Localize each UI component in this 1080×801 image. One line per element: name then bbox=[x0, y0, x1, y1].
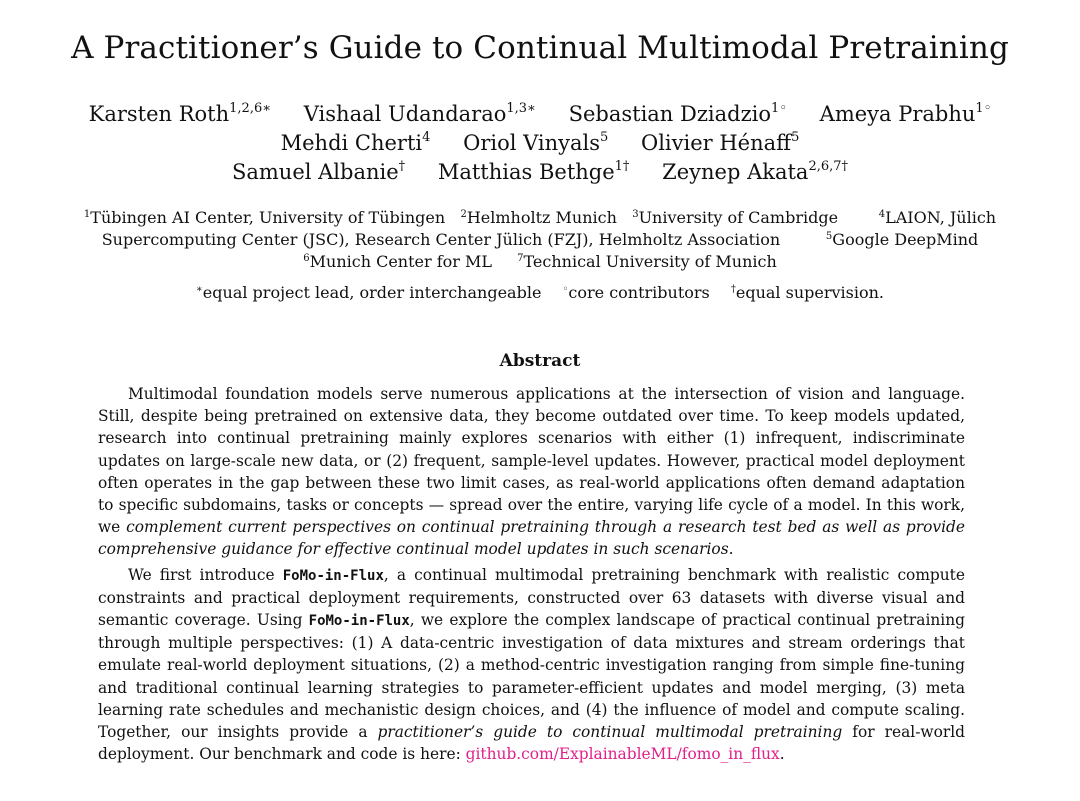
author bbox=[438, 158, 630, 187]
abstract-body bbox=[98, 383, 965, 765]
affiliation-name: University of Cambridge bbox=[638, 208, 839, 227]
note-text: equal supervision. bbox=[735, 283, 884, 302]
affiliation-name: Google DeepMind bbox=[832, 230, 979, 249]
author-marks: 5 bbox=[791, 130, 800, 145]
affiliation bbox=[303, 251, 492, 273]
author bbox=[569, 100, 787, 129]
affiliation bbox=[632, 208, 838, 227]
author bbox=[89, 100, 271, 129]
abstract-emphasis: practitioner’s guide to continual multimodal pretraining bbox=[377, 723, 843, 742]
affiliation-number: 3 bbox=[632, 209, 639, 220]
author-list bbox=[20, 100, 1060, 187]
author-marks: 4 bbox=[422, 130, 431, 145]
note bbox=[731, 283, 884, 302]
abstract-paragraph bbox=[98, 564, 965, 766]
abstract-text: Multimodal foundation models serve numerous applications at the intersection of vision and language. Still, despite being pretrained on extensive data, they become outdated over time. To keep models updated, research into continual pretraining mainly explores scenarios with either (1) infrequent, indiscriminate updates on large-scale new data, or (2) frequent, sample-level updates. However, practical model deployment often operates in the gap between these two limit cases, as real-world applications often demand adaptation to specific subdomains, tasks or concepts — spread over the entire, varying life cycle of a model. In this work, we bbox=[98, 385, 965, 537]
author-name: Olivier Hénaff bbox=[641, 131, 792, 155]
note-text: equal project lead, order interchangeable bbox=[202, 283, 542, 302]
author-marks: 1◦ bbox=[771, 101, 787, 116]
note-mark: ◦ bbox=[562, 284, 569, 295]
abstract-text: , a continual multimodal pretraining benchmark with realistic compute constraints and practical deployment requirements, constructed over 63 datasets with diverse visual and semantic coverage. Using bbox=[98, 565, 965, 630]
abstract-heading: Abstract bbox=[499, 351, 581, 371]
author-name: Karsten Roth bbox=[88, 102, 230, 126]
abstract-text: . bbox=[728, 540, 734, 559]
author-marks: 1,2,6∗ bbox=[229, 101, 272, 116]
affiliation bbox=[84, 208, 445, 227]
abstract-text: . bbox=[779, 745, 785, 764]
abstract-emphasis: complement current perspectives on continual pretraining through a research test bed as well as provide comprehensive guidance for effective continual model updates in such scenarios bbox=[98, 518, 965, 559]
author-name: Samuel Albanie bbox=[231, 160, 399, 184]
note-mark: † bbox=[730, 284, 736, 295]
author-marks: 1,3∗ bbox=[506, 101, 536, 116]
affiliation-name: Helmholtz Munich bbox=[466, 208, 617, 227]
abstract-paragraph bbox=[98, 383, 965, 561]
note bbox=[196, 283, 541, 302]
affiliation bbox=[460, 208, 616, 227]
affiliation-number: 2 bbox=[460, 209, 467, 220]
abstract-text: , we explore the complex landscape of practical continual pretraining through multiple perspectives: (1) A data-centric investigation of data mixtures and stream orderings that emulate real-world deployment situations, (2) a method-centric investigation ranging from simple fine-tuning and traditional continual learning strategies to parameter-efficient updates and model merging, (3) meta learning rate schedules and mechanistic design choices, and (4) the influence of model and compute scaling. Together, our insights provide a bbox=[98, 611, 965, 742]
author bbox=[820, 100, 992, 129]
github-link[interactable]: github.com/ExplainableML/fomo_in_flux bbox=[465, 745, 780, 764]
author-name: Oriol Vinyals bbox=[463, 131, 601, 155]
benchmark-name: FoMo-in-Flux bbox=[282, 567, 384, 584]
author bbox=[662, 158, 848, 187]
author-name: Mehdi Cherti bbox=[280, 131, 423, 155]
affiliation bbox=[826, 230, 978, 249]
affiliation-number: 5 bbox=[825, 231, 833, 242]
affiliation-name: LAION, Jülich Supercomputing Center (JSC), Research Center Jülich (FZJ), Helmholtz Association bbox=[101, 208, 997, 249]
author-name: Ameya Prabhu bbox=[819, 102, 976, 126]
affiliation-list bbox=[30, 207, 1050, 273]
note-mark: ∗ bbox=[196, 284, 203, 295]
author-name: Zeynep Akata bbox=[662, 160, 809, 184]
affiliation-name: Tübingen AI Center, University of Tübingen bbox=[90, 208, 446, 227]
author bbox=[463, 129, 608, 158]
author-name: Vishaal Udandarao bbox=[303, 102, 507, 126]
note bbox=[563, 283, 710, 302]
affiliation-name: Munich Center for ML bbox=[309, 252, 493, 271]
author-name: Sebastian Dziadzio bbox=[568, 102, 772, 126]
author-name: Matthias Bethge bbox=[437, 160, 615, 184]
author-marks: 5 bbox=[600, 130, 609, 145]
affiliation-number: 4 bbox=[878, 209, 886, 220]
author-marks: † bbox=[398, 159, 406, 174]
author-marks: 2,6,7† bbox=[808, 159, 849, 174]
author bbox=[281, 129, 431, 158]
affiliation-number: 6 bbox=[303, 253, 310, 264]
author bbox=[232, 158, 405, 187]
abstract-text: We first introduce bbox=[128, 565, 283, 584]
affiliation-name: Technical University of Munich bbox=[523, 252, 777, 271]
contribution-notes bbox=[0, 283, 1080, 302]
author bbox=[641, 129, 799, 158]
author-marks: 1◦ bbox=[975, 101, 992, 116]
author-marks: 1† bbox=[614, 159, 630, 174]
affiliation bbox=[517, 251, 777, 273]
affiliation-number: 1 bbox=[83, 209, 91, 220]
note-text: core contributors bbox=[568, 283, 710, 302]
abstract-text: for real-world deployment. Our benchmark and code is here: bbox=[98, 723, 965, 764]
affiliation-number: 7 bbox=[517, 253, 524, 264]
author bbox=[304, 100, 536, 129]
benchmark-name: FoMo-in-Flux bbox=[308, 613, 410, 630]
paper-title: A Practitioner’s Guide to Continual Multimodal Pretraining bbox=[71, 30, 1009, 66]
